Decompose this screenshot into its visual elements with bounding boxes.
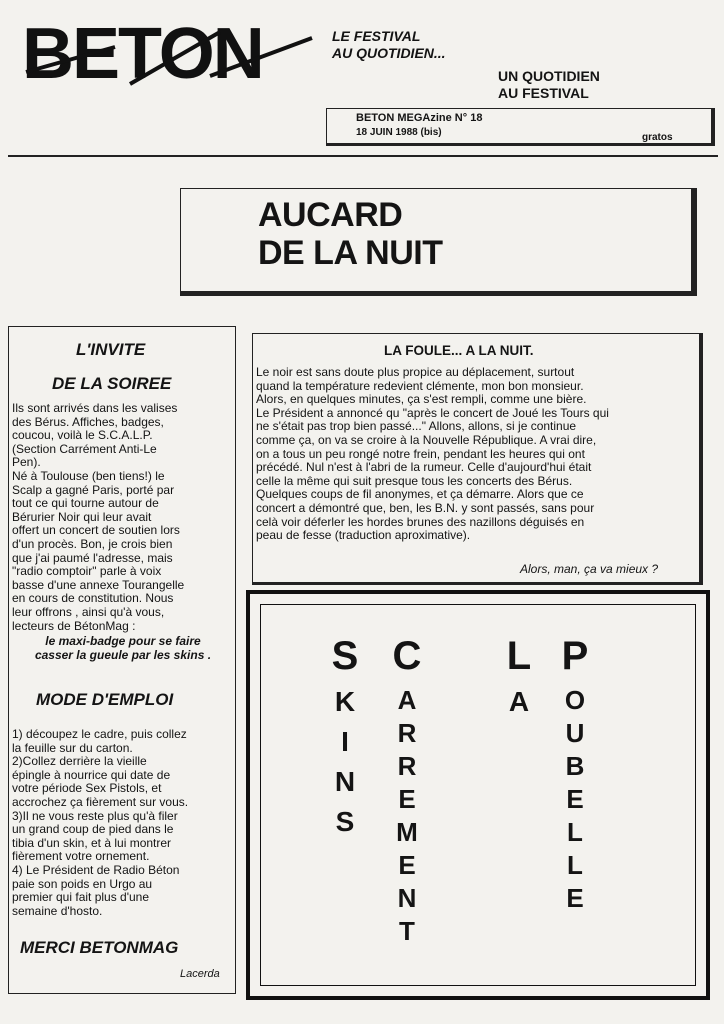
headline-line-1: AUCARD bbox=[258, 196, 403, 234]
invite-line: Né à Toulouse (ben tiens!) le bbox=[12, 468, 165, 483]
foule-closing: Alors, man, ça va mieux ? bbox=[520, 562, 659, 576]
mode-line: semaine d'hosto. bbox=[12, 903, 103, 918]
foule-line: on a tous un peu rongé notre frein, pendant les heures qui ont bbox=[256, 446, 585, 461]
subtitle-line-1: UN QUOTIDIEN bbox=[498, 68, 600, 84]
foule-line: celle la même qui suit presque tous les concerts des Bérus. bbox=[256, 473, 573, 488]
invite-line: Pen). bbox=[12, 455, 41, 470]
mode-line: tibia d'un skin, et à lui montrer bbox=[12, 835, 172, 850]
invite-line: basse d'une annexe Tourangelle bbox=[12, 577, 185, 592]
tagline-line-1: LE FESTIVAL bbox=[332, 28, 421, 44]
mode-line: premier qui fait plus d'une bbox=[12, 890, 150, 905]
foule-line: Alors, en quelques minutes, ça s'est rempli, comme une bière. bbox=[256, 392, 587, 407]
headline-line-2: DE LA NUIT bbox=[258, 234, 443, 272]
scalp-badge bbox=[260, 604, 696, 986]
mode-line: paie son poids en Urgo au bbox=[12, 876, 153, 891]
mode-emploi-text bbox=[12, 728, 234, 918]
mode-emploi-title: MODE D'EMPLOI bbox=[36, 690, 174, 709]
signature: Lacerda bbox=[180, 968, 220, 980]
mode-line: accrochez ça fièrement sur vous. bbox=[12, 794, 189, 809]
invite-line: Ils sont arrivés dans les valises bbox=[12, 401, 178, 415]
subtitle-line-2: AU FESTIVAL bbox=[498, 85, 589, 101]
mode-line: un grand coup de pied dans le bbox=[12, 822, 174, 837]
mode-line: 1) découpez le cadre, puis collez bbox=[12, 727, 187, 741]
invite-line: Bérurier Noir qui leur avait bbox=[12, 509, 152, 524]
invite-line: Scalp a gagné Paris, porté par bbox=[12, 482, 175, 497]
foule-line: précédé. Nul n'est à l'abri de la rumeur. Celle d'aujourd'hui était bbox=[256, 460, 592, 475]
foule-line: Quelques coups de fil anonymes, et ça démarre. Alors que ce bbox=[256, 487, 584, 502]
word-rest: A bbox=[508, 686, 530, 717]
invite-line: des Bérus. Affiches, badges, bbox=[12, 414, 164, 429]
beton-logo bbox=[20, 12, 320, 97]
foule-text bbox=[256, 366, 694, 543]
foule-line: Le Président a annoncé qu "après le concert de Joué les Tours qui bbox=[256, 405, 609, 420]
foule-line: peau de fesse (traduction aproximative). bbox=[256, 528, 471, 543]
invite-line: coucou, voilà le S.C.A.L.P. bbox=[12, 428, 153, 443]
masthead-rule bbox=[8, 155, 718, 157]
invite-line: tout ce qui tourne autour de bbox=[12, 496, 159, 511]
tagline bbox=[332, 28, 446, 62]
word-poubelle: P O U B E L L E bbox=[561, 634, 589, 913]
invite-line: (Section Carrément Anti-Le bbox=[12, 441, 157, 456]
merci-title: MERCI BETONMAG bbox=[20, 938, 179, 957]
mode-line: votre période Sex Pistols, et bbox=[12, 781, 162, 796]
mode-line: 4) Le Président de Radio Béton bbox=[12, 862, 180, 877]
badge-line: le maxi-badge pour se faire bbox=[45, 634, 201, 649]
tagline-line-2: AU QUOTIDIEN... bbox=[332, 45, 446, 61]
issue-price: gratos bbox=[642, 132, 673, 143]
foule-line: quand la température redevient clémente, mon bon monsieur. bbox=[256, 378, 584, 393]
word-rest: O U B E L L E bbox=[564, 685, 586, 913]
mode-line: 3)Il ne vous reste plus qu'à filer bbox=[12, 808, 178, 823]
word-carrement: C A R R E M E N T bbox=[392, 634, 422, 946]
issue-title: BETON MEGAzine N° 18 bbox=[356, 112, 483, 124]
invite-line: leur offrons , ainsi qu'à vous, bbox=[12, 604, 165, 619]
invite-line: que j'ai paumé l'adresse, mais bbox=[12, 550, 173, 565]
invite-title-1: L'INVITE bbox=[76, 340, 146, 359]
invite-line: "radio comptoir" parle à voix bbox=[12, 564, 162, 579]
invite-line: d'un procès. Bon, je crois bien bbox=[12, 536, 173, 551]
invite-line: en cours de constitution. Nous bbox=[12, 591, 174, 606]
mode-line: 2)Collez derrière la vieille bbox=[12, 754, 147, 769]
invite-text bbox=[12, 402, 234, 662]
issue-date: 18 JUIN 1988 (bis) bbox=[356, 127, 442, 138]
mode-line: fièrement votre ornement. bbox=[12, 849, 150, 864]
foule-title: LA FOULE... A LA NUIT. bbox=[384, 343, 534, 358]
foule-line: ne s'était pas trop bien passé..." Allons, allons, si je continue bbox=[256, 419, 577, 434]
subtitle bbox=[498, 68, 600, 102]
invite-line: lecteurs de BétonMag : bbox=[12, 618, 136, 633]
headline bbox=[258, 196, 443, 272]
foule-line: Le noir est sans doute plus propice au déplacement, surtout bbox=[256, 365, 575, 379]
word-rest: K I N S bbox=[334, 686, 356, 837]
foule-line: comme ça, on va se croire à la Nouvelle République. A vrai dire, bbox=[256, 432, 597, 447]
mode-line: épingle à nourrice qui date de bbox=[12, 767, 171, 782]
invite-line: offert un concert de soutien lors bbox=[12, 523, 180, 538]
foule-line: celà voir déferler les hordes brunes des nazillons déguisés en bbox=[256, 514, 585, 529]
word-rest: A R R E M E N T bbox=[396, 685, 418, 946]
invite-title-2: DE LA SOIREE bbox=[52, 374, 172, 393]
logo-text: BETON bbox=[22, 14, 263, 94]
foule-line: concert a démontré que, ben, les B.N. y sont passés, sans pour bbox=[256, 500, 595, 515]
word-la: L A bbox=[504, 634, 534, 722]
badge-line: casser la gueule par les skins . bbox=[34, 647, 212, 662]
word-skins: S K I N S bbox=[330, 634, 360, 842]
mode-line: la feuille sur du carton. bbox=[12, 740, 133, 755]
